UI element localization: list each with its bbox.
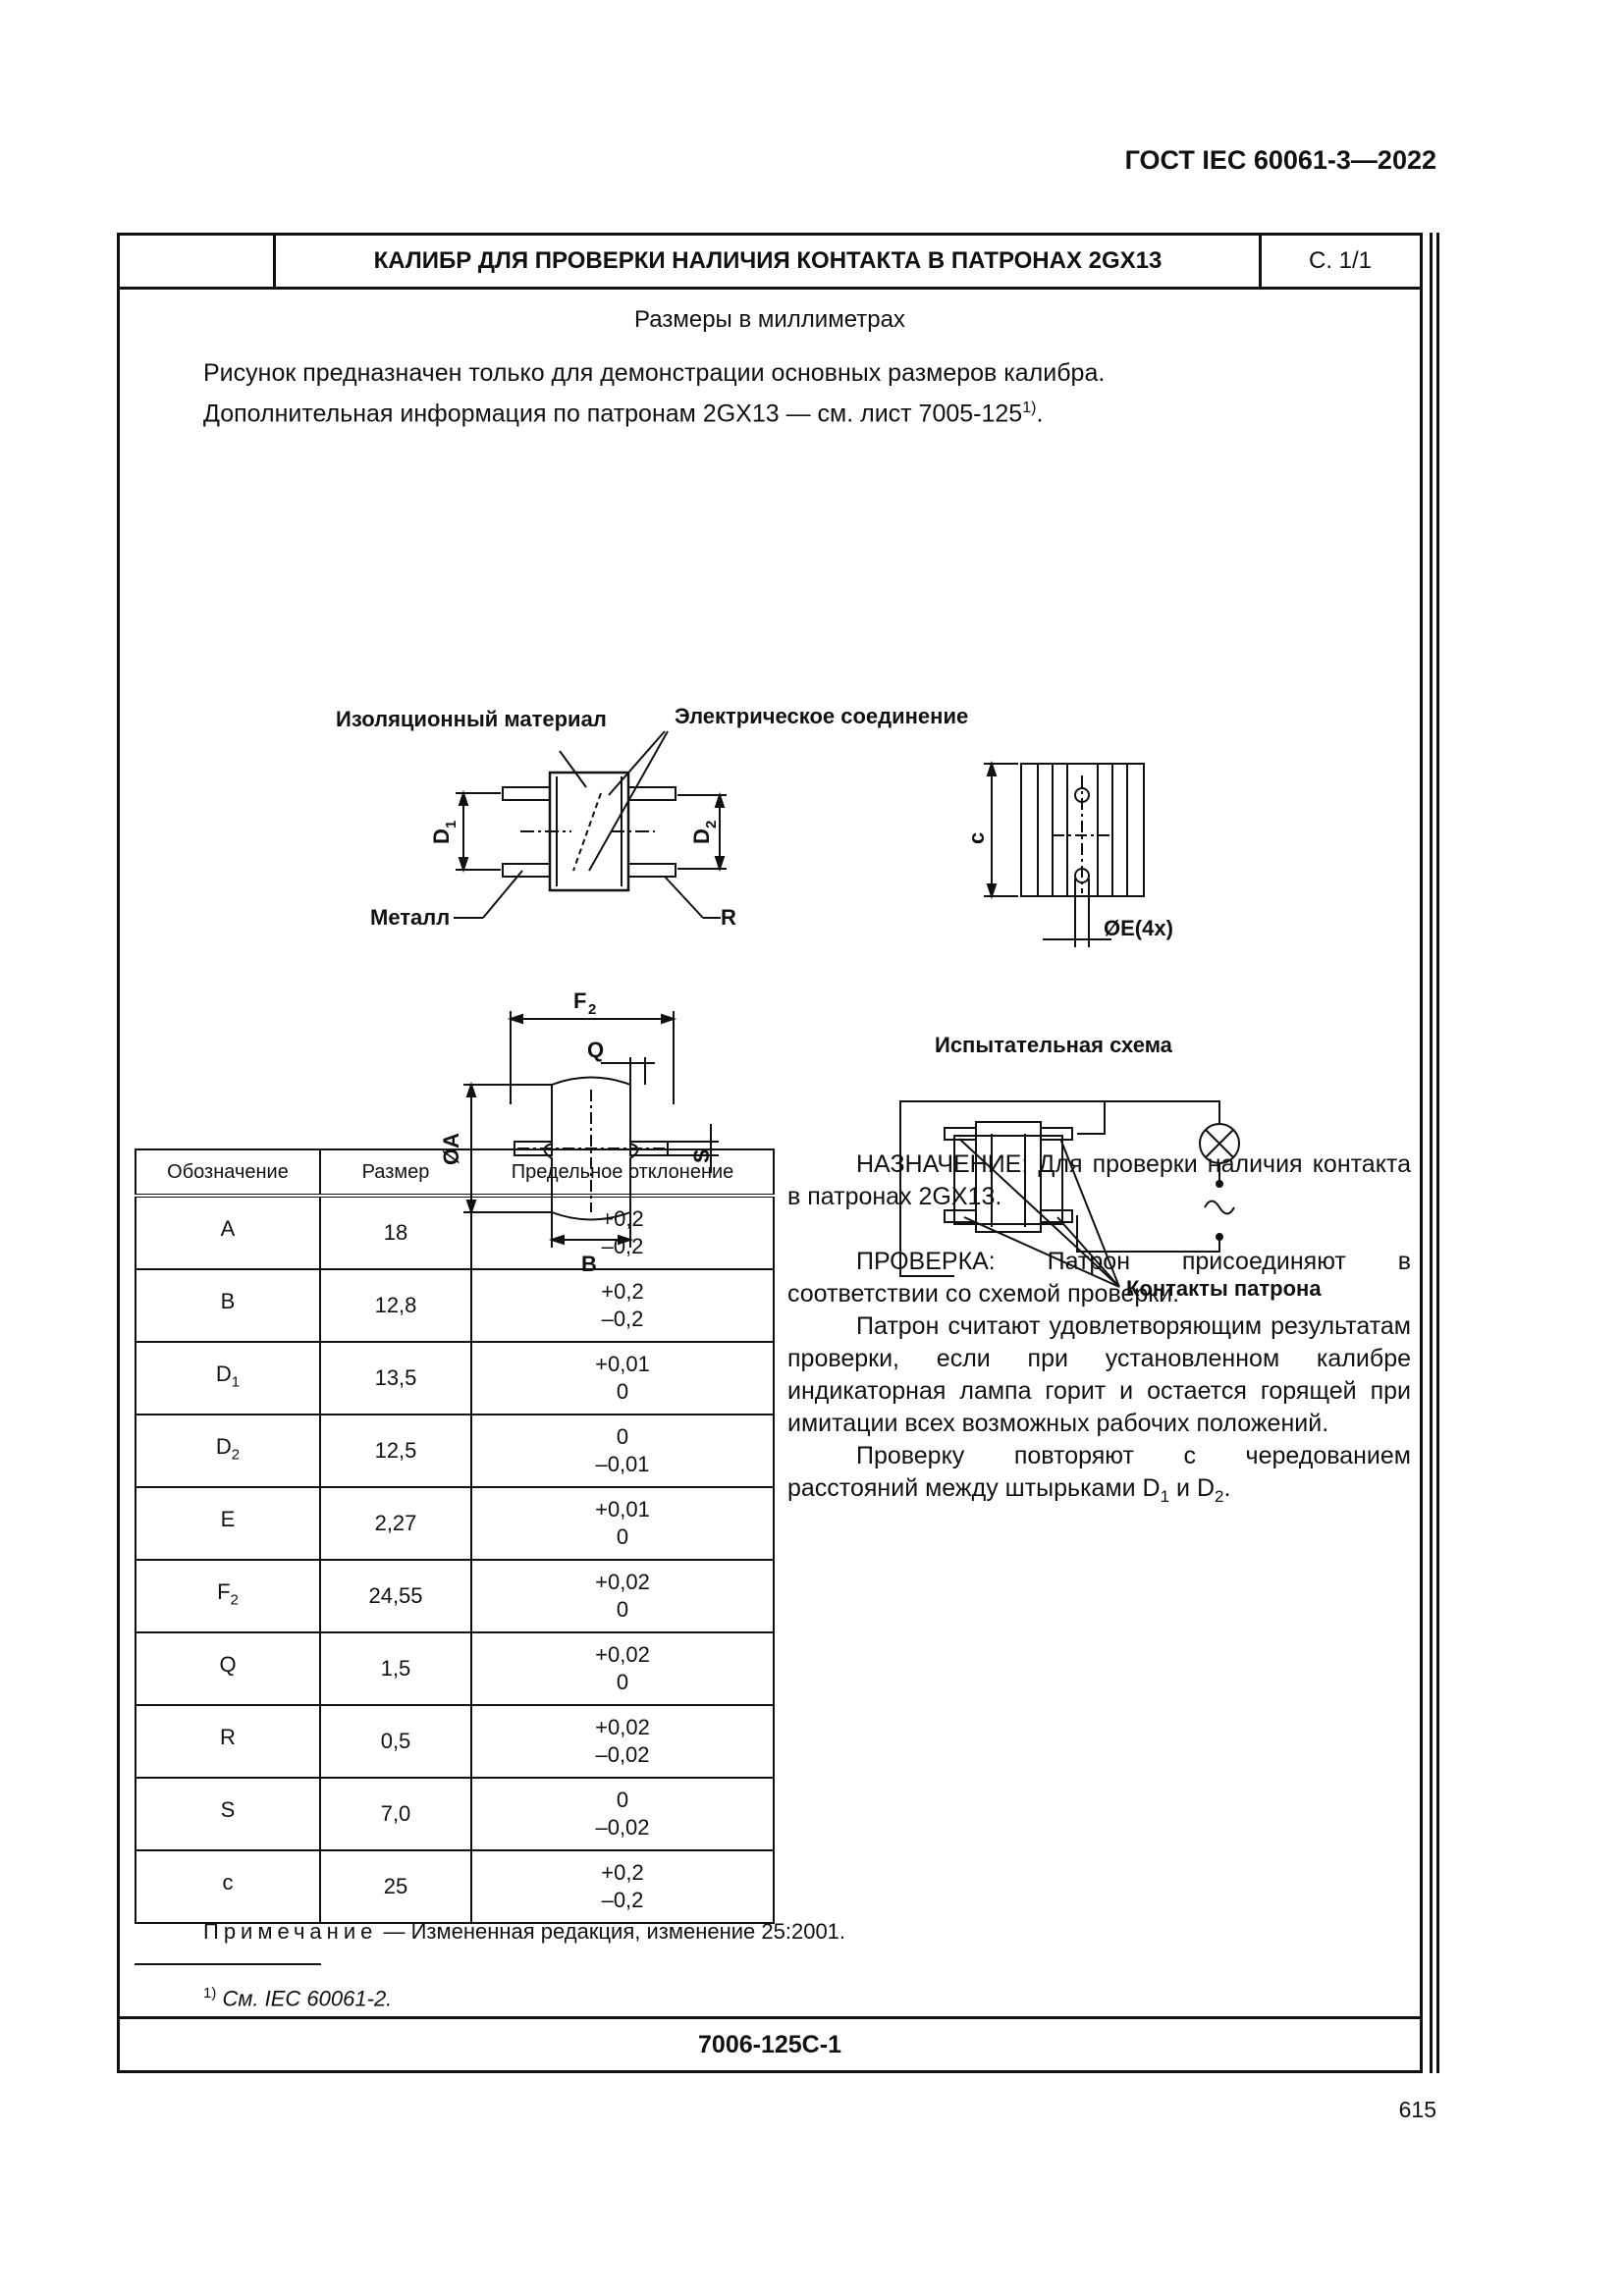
metal-label: Металл xyxy=(370,905,451,930)
s-label: S xyxy=(689,1148,714,1163)
note: Примечание — Измененная редакция, изменение 25:2001. xyxy=(203,1919,846,1944)
cell-designation: Q xyxy=(135,1632,320,1705)
cell-tolerance: +0,02 –0,02 xyxy=(471,1705,774,1778)
d1-label xyxy=(429,821,460,844)
header-designation: Обозначение xyxy=(135,1149,320,1196)
footnote-separator xyxy=(135,1963,321,1965)
cell-tolerance: 0 –0,02 xyxy=(471,1778,774,1850)
table-row xyxy=(135,1415,774,1487)
table-row xyxy=(135,1342,774,1415)
table-row xyxy=(135,1196,774,1269)
table-header-row xyxy=(135,1149,774,1196)
frame-double-line xyxy=(1430,233,1433,2073)
header-tolerance: Предельное отклонение xyxy=(471,1149,774,1196)
table-row xyxy=(135,1487,774,1560)
cell-size: 1,5 xyxy=(320,1632,471,1705)
cell-tolerance: +0,2 –0,2 xyxy=(471,1196,774,1269)
cell-tolerance: +0,02 0 xyxy=(471,1560,774,1632)
table-row xyxy=(135,1632,774,1705)
cell-designation: R xyxy=(135,1705,320,1778)
check-paragraph: ПРОВЕРКА: Патрон присоединяют в соответствии со схемой проверки. xyxy=(787,1248,1411,1308)
cell-size: 18 xyxy=(320,1196,471,1269)
units-note: Размеры в миллиметрах xyxy=(634,306,905,333)
sheet-header xyxy=(120,236,1420,290)
cell-size: 12,5 xyxy=(320,1415,471,1487)
cell-size: 0,5 xyxy=(320,1705,471,1778)
cell-tolerance: +0,01 0 xyxy=(471,1342,774,1415)
sheet-code: 7006-125C-1 xyxy=(120,2016,1420,2070)
intro-line-1: Рисунок предназначен только для демонстрации основных размеров калибра. xyxy=(203,359,1106,387)
cell-size: 25 xyxy=(320,1850,471,1923)
criteria-paragraph: Патрон считают удовлетворяющим результатам проверки, если при установленном калибре индикаторная лампа горит и остается горящей при имитации всех возможных рабочих положений. xyxy=(787,1312,1411,1437)
sheet-number: С. 1/1 xyxy=(1308,247,1373,274)
frame-double-line xyxy=(1436,233,1439,2073)
cell-tolerance: +0,01 0 xyxy=(471,1487,774,1560)
purpose-text xyxy=(787,1148,1411,1513)
svg-text:2: 2 xyxy=(703,820,720,828)
side-view-drawing xyxy=(454,731,727,918)
svg-text:F: F xyxy=(573,988,587,1013)
cell-size: 24,55 xyxy=(320,1560,471,1632)
a-label: ØA xyxy=(439,1133,463,1165)
f2-label xyxy=(573,988,596,1018)
note-label: Примечание xyxy=(203,1919,378,1944)
contacts-label: Контакты патрона xyxy=(1126,1276,1322,1301)
e-label: ØE(4x) xyxy=(1104,916,1173,940)
page-number: 615 xyxy=(1398,2097,1436,2122)
cell-designation: E xyxy=(135,1487,320,1560)
cell-designation: $D_1$ xyxy=(135,1342,320,1415)
dimensions-table xyxy=(135,1148,775,1924)
table-row xyxy=(135,1850,774,1923)
cell-designation: A xyxy=(135,1196,320,1269)
cell-tolerance: +0,02 0 xyxy=(471,1632,774,1705)
cell-designation: $D_2$ xyxy=(135,1415,320,1487)
intro-text xyxy=(203,355,1105,431)
r-label: R xyxy=(721,905,736,930)
svg-text:1: 1 xyxy=(443,820,460,828)
standard-designation: ГОСТ IEC 60061-3—2022 xyxy=(1124,145,1436,175)
electrical-connection-label: Электрическое соединение xyxy=(675,704,969,728)
table-body xyxy=(135,1196,774,1923)
cell-size: 2,27 xyxy=(320,1487,471,1560)
table-row xyxy=(135,1269,774,1342)
test-circuit-title: Испытательная схема xyxy=(935,1033,1172,1057)
q-label: Q xyxy=(587,1038,605,1062)
svg-text:D: D xyxy=(689,828,714,844)
cell-tolerance: 0 –0,01 xyxy=(471,1415,774,1487)
table-row xyxy=(135,1705,774,1778)
footnote: $^{1)}$ См. IEC 60061-2. xyxy=(203,1985,393,2011)
cell-designation: B xyxy=(135,1269,320,1342)
table-row xyxy=(135,1778,774,1850)
svg-text:D: D xyxy=(429,828,454,844)
cell-designation: $F_2$ xyxy=(135,1560,320,1632)
cell-designation: S xyxy=(135,1778,320,1850)
cell-size: 7,0 xyxy=(320,1778,471,1850)
sheet-title: КАЛИБР ДЛЯ ПРОВЕРКИ НАЛИЧИЯ КОНТАКТА В ПАТРОНАХ 2GX13 xyxy=(373,247,1163,274)
b-label: B xyxy=(581,1252,597,1276)
c-label: c xyxy=(964,831,989,844)
d2-label xyxy=(689,821,720,844)
svg-text:2: 2 xyxy=(588,1001,597,1018)
header-size: Размер xyxy=(320,1149,471,1196)
cell-size: 12,8 xyxy=(320,1269,471,1342)
cell-designation: c xyxy=(135,1850,320,1923)
cell-tolerance: +0,2 –0,2 xyxy=(471,1850,774,1923)
sheet-frame xyxy=(117,233,1423,2073)
insulation-label: Изоляционный материал xyxy=(336,707,607,731)
cell-tolerance: +0,2 –0,2 xyxy=(471,1269,774,1342)
cell-size: 13,5 xyxy=(320,1342,471,1415)
purpose-paragraph: НАЗНАЧЕНИЕ: Для проверки наличия контакта в патронах 2GX13. xyxy=(787,1150,1411,1210)
repeat-paragraph: Проверку повторяют с чередованием расстояний между штырьками $D_1$ и $D_2$. xyxy=(787,1442,1411,1506)
intro-line-2: Дополнительная информация по патронам 2GX13 — см. лист 7005-125$^{1)}$. xyxy=(203,400,1044,428)
table-row xyxy=(135,1560,774,1632)
